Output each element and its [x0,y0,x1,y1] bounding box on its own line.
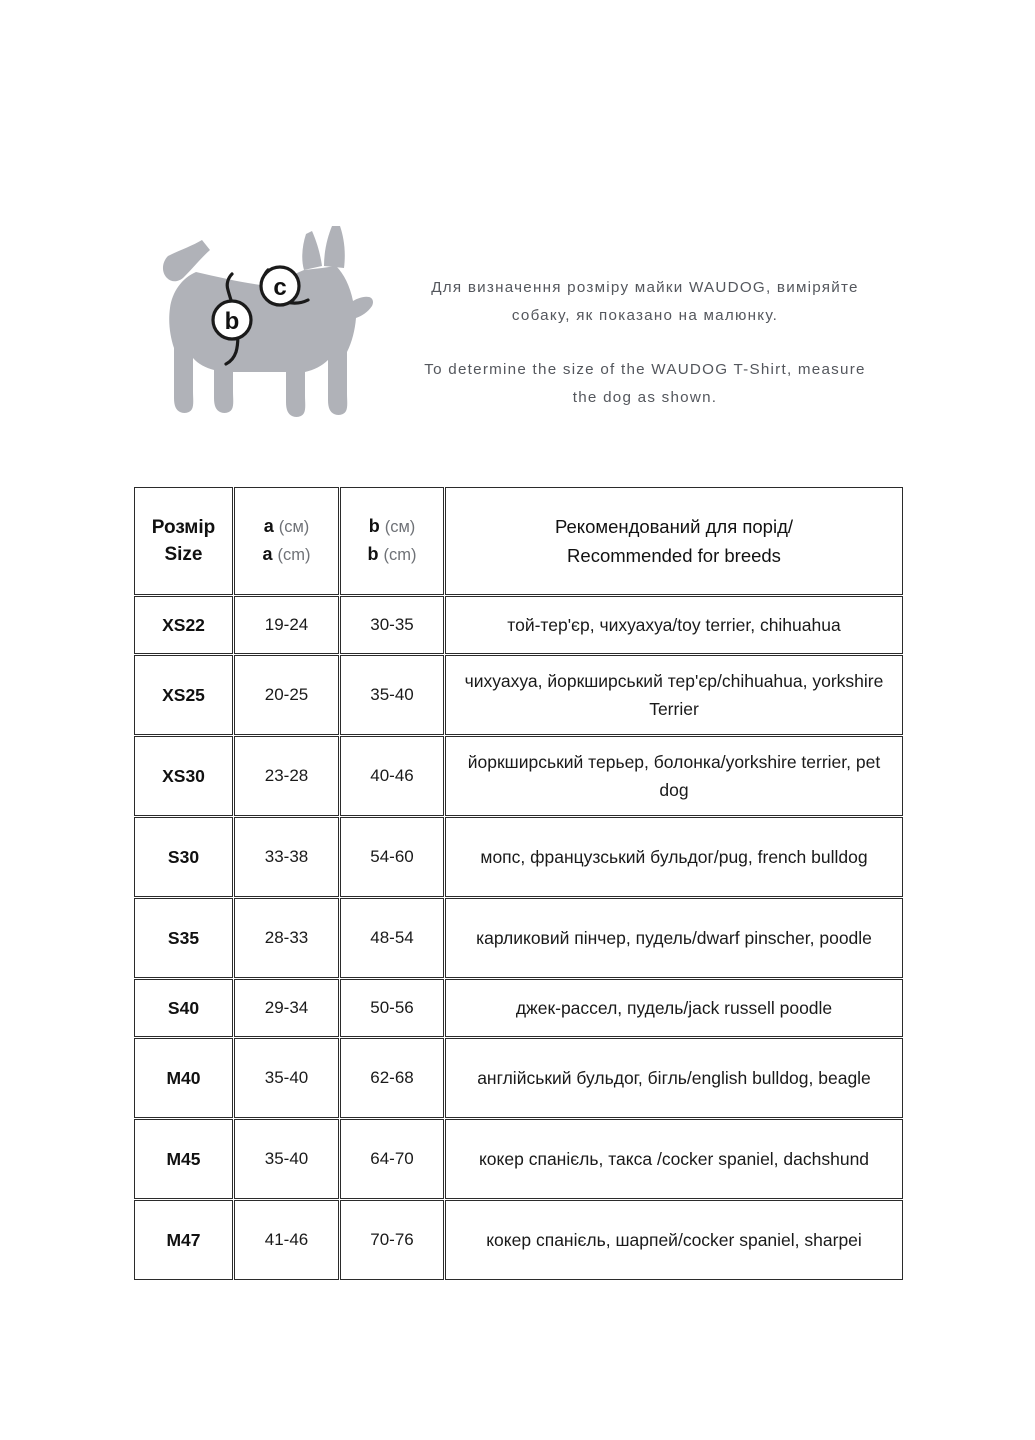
table-row [134,817,903,897]
table-header [134,487,903,595]
column-header-a [234,487,339,595]
cell-measure-b: 35-40 [340,655,444,735]
cell-breeds: карликовий пінчер, пудель/dwarf pinscher, poodle [445,898,903,978]
table-row [134,979,903,1037]
column-header-b-letter-uk: b [368,516,380,536]
cell-measure-a: 19-24 [234,596,339,654]
column-header-b-uk [347,513,437,541]
cell-measure-a: 33-38 [234,817,339,897]
cell-breeds: чихуахуа, йоркширський тер'єр/chihuahua, yorkshire Terrier [445,655,903,735]
column-header-b-en [347,541,437,569]
table-row [134,1119,903,1199]
dog-measurement-diagram [136,212,376,452]
column-header-breeds-en: Recommended for breeds [567,545,781,566]
cell-measure-b: 62-68 [340,1038,444,1118]
cell-breeds: мопс, французський бульдог/pug, french bulldog [445,817,903,897]
header-illustration-section [0,212,1035,462]
column-header-b-unit-en: (cm) [383,546,417,564]
cell-size: S40 [134,979,233,1037]
cell-measure-a: 29-34 [234,979,339,1037]
dog-silhouette-icon [136,212,376,452]
table-row [134,898,903,978]
cell-size: M40 [134,1038,233,1118]
marker-b-label: b [224,308,240,335]
cell-measure-b: 54-60 [340,817,444,897]
cell-measure-a: 35-40 [234,1119,339,1199]
cell-measure-a: 35-40 [234,1038,339,1118]
cell-size: XS25 [134,655,233,735]
cell-measure-a: 23-28 [234,736,339,816]
column-header-size-uk: Розмір [151,517,216,538]
cell-breeds: англійський бульдог, бігль/english bulldog, beagle [445,1038,903,1118]
cell-breeds: джек-рассел, пудель/jack russell poodle [445,979,903,1037]
cell-size: M47 [134,1200,233,1280]
table-row [134,1200,903,1280]
column-header-size-en: Size [164,544,203,565]
size-chart-table-container [133,486,903,1281]
cell-size: XS30 [134,736,233,816]
cell-size: M45 [134,1119,233,1199]
column-header-a-en [241,541,332,569]
cell-measure-a: 28-33 [234,898,339,978]
table-body [134,596,903,1280]
cell-measure-b: 70-76 [340,1200,444,1280]
table-row [134,736,903,816]
column-header-b-unit-uk: (см) [384,518,416,536]
measurement-instructions [345,274,945,412]
cell-breeds: кокер спанієль, такса /cocker spaniel, dachshund [445,1119,903,1199]
cell-size: XS22 [134,596,233,654]
column-header-a-letter-en: a [262,544,273,564]
cell-measure-b: 48-54 [340,898,444,978]
cell-breeds: йоркширський терьер, болонка/yorkshire terrier, pet dog [445,736,903,816]
cell-measure-b: 50-56 [340,979,444,1037]
column-header-breeds [445,487,903,595]
instruction-spacer [345,330,945,356]
table-row [134,655,903,735]
column-header-a-unit-en: (cm) [277,546,311,564]
column-header-b-letter-en: b [367,544,379,564]
cell-measure-a: 41-46 [234,1200,339,1280]
cell-measure-b: 64-70 [340,1119,444,1199]
size-chart-table [133,486,904,1281]
column-header-size [134,487,233,595]
cell-breeds: кокер спанієль, шарпей/cocker spaniel, sharpei [445,1200,903,1280]
column-header-breeds-uk: Рекомендований для порід/ [554,516,794,537]
cell-measure-a: 20-25 [234,655,339,735]
table-row [134,1038,903,1118]
cell-breeds: той-тер'єр, чихуахуа/toy terrier, chihuahua [445,596,903,654]
instruction-uk-line-2: собаку, як показано на малюнку. [511,307,779,324]
instruction-en-line-1: To determine the size of the WAUDOG T-Shirt, measure [424,361,866,378]
cell-measure-b: 40-46 [340,736,444,816]
column-header-a-uk [241,513,332,541]
table-header-row [134,487,903,595]
column-header-b [340,487,444,595]
cell-measure-b: 30-35 [340,596,444,654]
table-row [134,596,903,654]
instruction-en-line-2: the dog as shown. [572,389,718,406]
cell-size: S35 [134,898,233,978]
instruction-uk-line-1: Для визначення розміру майки WAUDOG, виміряйте [431,279,859,296]
cell-size: S30 [134,817,233,897]
column-header-a-letter-uk: a [263,516,274,536]
marker-c-label: c [273,274,287,301]
column-header-a-unit-uk: (см) [278,518,310,536]
